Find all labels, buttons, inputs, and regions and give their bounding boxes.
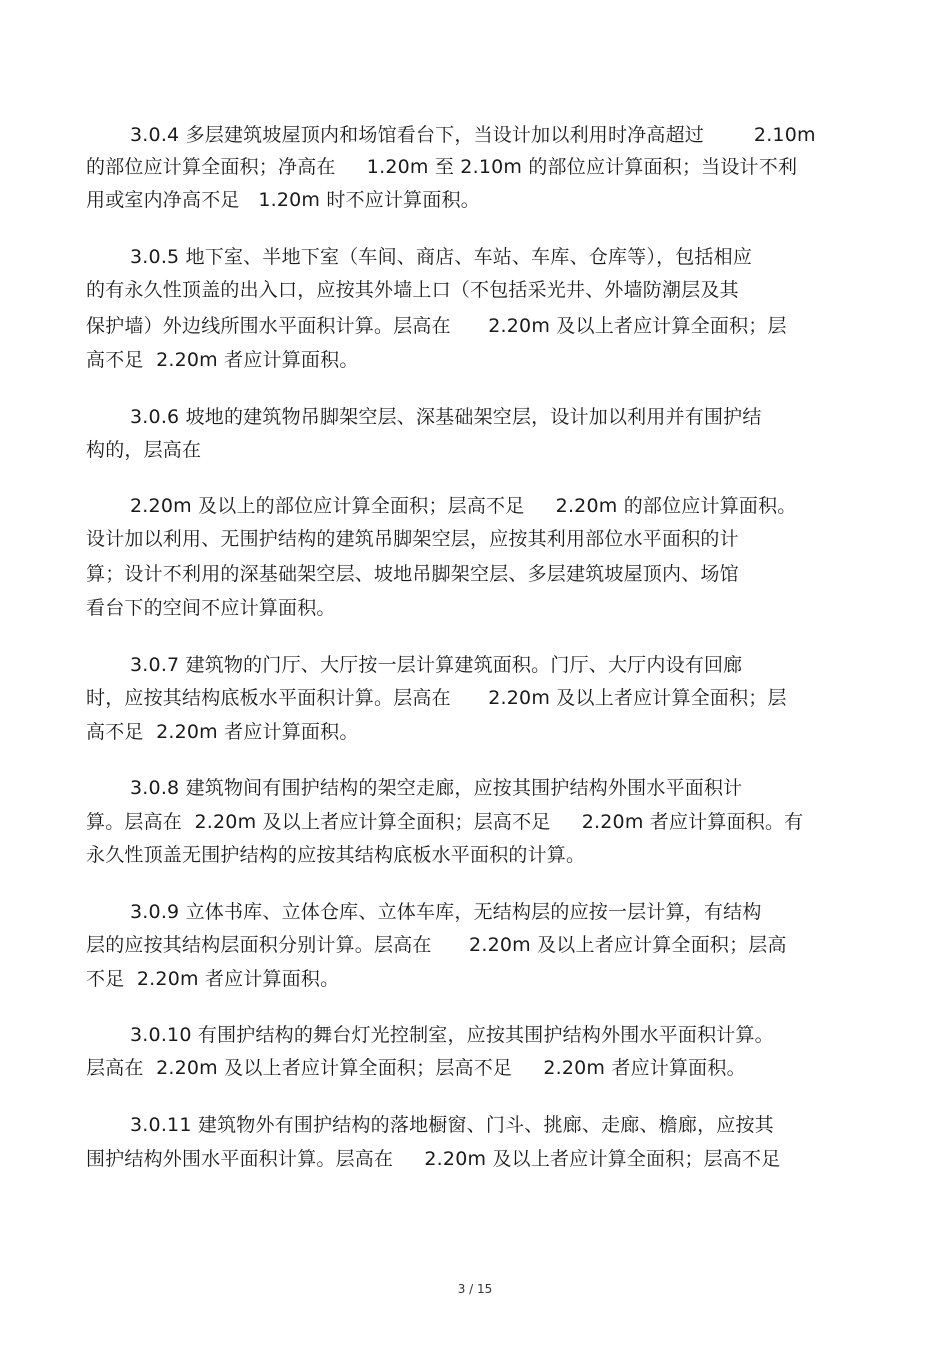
text-line: 设计加以利用、无围护结构的建筑吊脚架空层，应按其利用部位水平面积的计 [86, 528, 739, 550]
text-line: 3.0.11 建筑物外有围护结构的落地橱窗、门斗、挑廊、走廊、檐廊，应按其 [130, 1114, 774, 1136]
text-line: 算。层高在 2.20m 及以上者应计算全面积；层高不足 2.20m 者应计算面积。有 [86, 811, 804, 833]
text-line: 永久性顶盖无围护结构的应按其结构底板水平面积的计算。 [86, 844, 586, 866]
text-line: 看台下的空间不应计算面积。 [86, 597, 336, 619]
page-number: 3 / 15 [457, 1282, 493, 1296]
text-line: 3.0.10 有围护结构的舞台灯光控制室，应按其围护结构外围水平面积计算。 [130, 1024, 774, 1046]
text-line: 层高在 2.20m 及以上者应计算全面积；层高不足 2.20m 者应计算面积。 [86, 1057, 746, 1079]
text-line: 2.20m 及以上的部位应计算全面积；层高不足 2.20m 的部位应计算面积。 [130, 495, 797, 517]
text-line: 不足 2.20m 者应计算面积。 [86, 968, 340, 990]
text-line: 高不足 2.20m 者应计算面积。 [86, 721, 359, 743]
text-line: 用或室内净高不足 1.20m 时不应计算面积。 [86, 189, 480, 211]
text-line: 保护墙）外边线所围水平面积计算。层高在 2.20m 及以上者应计算全面积；层 [86, 315, 787, 337]
text-line: 3.0.9 立体书库、立体仓库、立体车库，无结构层的应按一层计算，有结构 [130, 901, 762, 923]
text-line: 围护结构外围水平面积计算。层高在 2.20m 及以上者应计算全面积；层高不足 [86, 1148, 781, 1170]
text-line: 算；设计不利用的深基础架空层、坡地吊脚架空层、多层建筑坡屋顶内、场馆 [86, 563, 739, 585]
text-line: 3.0.5 地下室、半地下室（车间、商店、车站、车库、仓库等），包括相应 [130, 246, 753, 268]
text-line: 层的应按其结构层面积分别计算。层高在 2.20m 及以上者应计算全面积；层高 [86, 934, 787, 956]
text-line: 3.0.4 多层建筑坡屋顶内和场馆看台下，当设计加以利用时净高超过 2.10m [130, 124, 816, 146]
text-line: 的有永久性顶盖的出入口，应按其外墙上口（不包括采光井、外墙防潮层及其 [86, 279, 739, 301]
text-line: 3.0.6 坡地的建筑物吊脚架空层、深基础架空层，设计加以利用并有围护结 [130, 406, 762, 428]
text-line: 3.0.8 建筑物间有围护结构的架空走廊，应按其围护结构外围水平面积计 [130, 777, 743, 799]
text-line: 3.0.7 建筑物的门厅、大厅按一层计算建筑面积。门厅、大厅内设有回廊 [130, 654, 743, 676]
text-line: 时，应按其结构底板水平面积计算。层高在 2.20m 及以上者应计算全面积；层 [86, 687, 787, 709]
text-line: 高不足 2.20m 者应计算面积。 [86, 349, 359, 371]
text-line: 构的，层高在 [86, 439, 202, 461]
text-line: 的部位应计算全面积；净高在 1.20m 至 2.10m 的部位应计算面积；当设计不利 [86, 156, 798, 178]
